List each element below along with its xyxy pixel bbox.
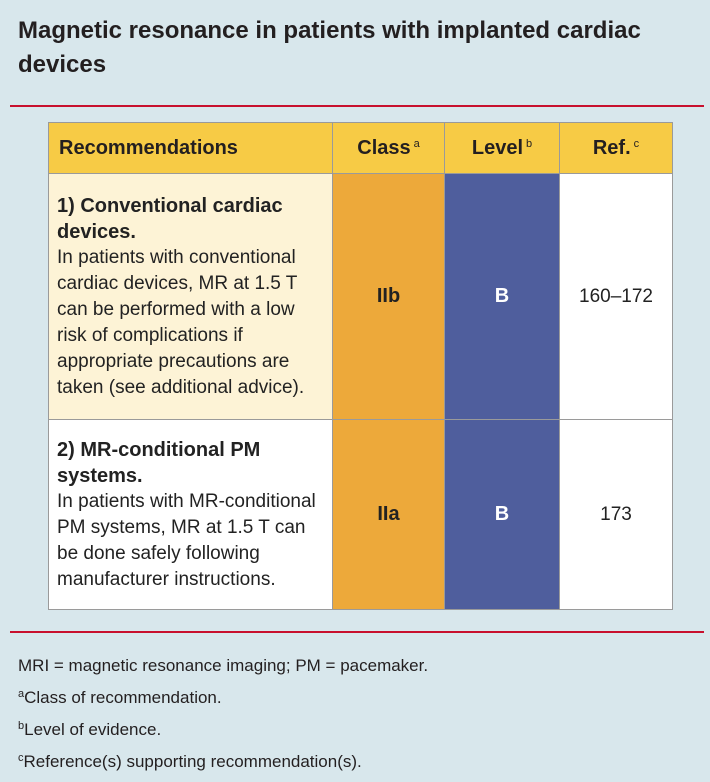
header-class-footnote-mark: a (413, 137, 420, 150)
footnote-abbreviations: MRI = magnetic resonance imaging; PM = pacemaker. (18, 656, 429, 675)
table-header-row (49, 123, 673, 174)
ref-cell: 160–172 (560, 174, 673, 420)
header-level (445, 123, 560, 174)
level-cell: B (445, 174, 560, 420)
header-class-label: Class (357, 136, 411, 159)
recommendation-text: In patients with MR-conditional PM systems, MR at 1.5 T can be done safely following manufacturer instructions. (57, 490, 316, 590)
class-cell: IIb (333, 174, 445, 420)
header-ref-label: Ref. (592, 136, 631, 159)
class-cell: IIa (333, 420, 445, 610)
recommendation-cell (49, 420, 333, 610)
table-row (49, 420, 673, 610)
footnote-b-mark: b (18, 720, 25, 732)
header-recommendations-label: Recommendations (59, 136, 238, 159)
header-recommendations (49, 123, 333, 174)
footnote-b (18, 712, 698, 744)
level-cell: B (445, 420, 560, 610)
recommendations-table (48, 122, 673, 610)
header-ref (560, 123, 673, 174)
footnote-a-text: Class of recommendation. (24, 688, 222, 707)
recommendation-heading: 2) MR-conditional PM systems. (57, 438, 261, 487)
footnotes (18, 652, 698, 776)
recommendation-text: In patients with conventional cardiac devices, MR at 1.5 T can be performed with a low risk of complications if appropriate precautions are taken (see additional advice). (57, 246, 305, 398)
footnote-c-text: Reference(s) supporting recommendation(s). (23, 752, 362, 771)
header-level-footnote-mark: b (526, 137, 533, 150)
footnote-a (18, 680, 698, 712)
recommendation-heading: 1) Conventional cardiac devices. (57, 194, 283, 243)
header-class (333, 123, 445, 174)
footnote-c (18, 744, 698, 776)
page-title: Magnetic resonance in patients with implanted cardiac devices (18, 17, 641, 78)
bottom-divider (10, 631, 704, 633)
ref-cell: 173 (560, 420, 673, 610)
top-divider (10, 105, 704, 107)
footnote-c-mark: c (18, 752, 24, 764)
table-row (49, 174, 673, 420)
footnote-b-text: Level of evidence. (24, 720, 162, 739)
header-level-label: Level (471, 136, 524, 159)
header-ref-footnote-mark: c (633, 137, 640, 150)
footnote-a-mark: a (18, 688, 25, 700)
recommendation-cell (49, 174, 333, 420)
